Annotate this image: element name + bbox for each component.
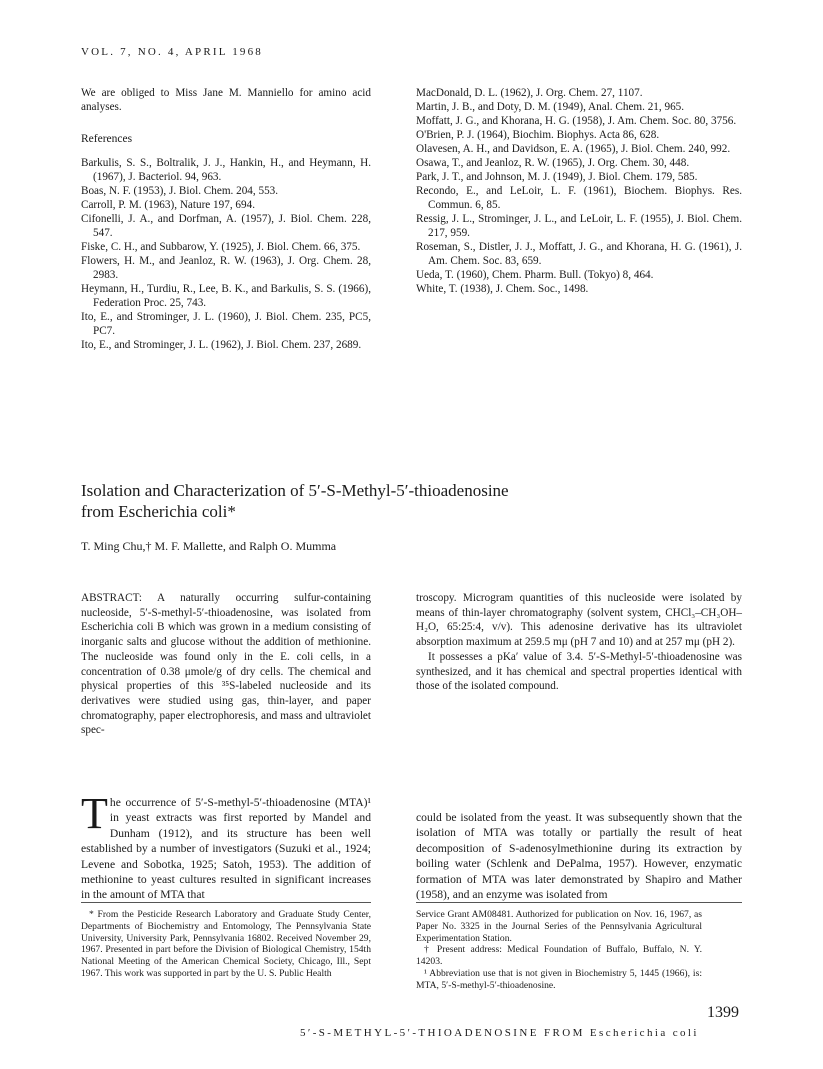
reference-item: Osawa, T., and Jeanloz, R. W. (1965), J. Org. Chem. 30, 448. <box>416 157 690 169</box>
abstract-right <box>416 591 742 694</box>
abstract-left <box>81 591 371 738</box>
acknowledgment: We are obliged to Miss Jane M. Manniello for amino acid analyses. <box>81 87 371 113</box>
body-text-left: he occurrence of 5′-S-methyl-5′-thioadenosine (MTA)¹ in yeast extracts was first reported by Mandel and Dunham (1912), and its structure has been well established by a number of investigators (Suzuki et al., 1924; Levene and Sobotka, 1925; Satoh, 1953). The addition of methionine to yeast cultures resulted in significant increases in the amount of MTA that <box>81 796 371 902</box>
journal-issue-header: VOL. 7, NO. 4, APRIL 1968 <box>81 46 264 58</box>
reference-item: Flowers, H. M., and Jeanloz, R. W. (1963), J. Org. Chem. 28, 2983. <box>81 255 371 281</box>
reference-item: Martin, J. B., and Doty, D. M. (1949), Anal. Chem. 21, 965. <box>416 101 685 113</box>
reference-item: Ressig, J. L., Strominger, J. L., and LeLoir, L. F. (1955), J. Biol. Chem. 217, 959. <box>416 213 742 239</box>
reference-item: Fiske, C. H., and Subbarow, Y. (1925), J. Biol. Chem. 66, 375. <box>81 241 361 253</box>
reference-item: Cifonelli, J. A., and Dorfman, A. (1957), J. Biol. Chem. 228, 547. <box>81 213 371 239</box>
footnote-address: † Present address: Medical Foundation of Buffalo, Buffalo, N. Y. 14203. <box>416 944 702 968</box>
reference-item: Roseman, S., Distler, J. J., Moffatt, J. G., and Khorana, H. G. (1961), J. Am. Chem. Soc. 83, 659. <box>416 241 742 267</box>
footnote-left <box>81 909 371 980</box>
abstract-text-right-2: It possesses a pKa′ value of 3.4. 5′-S-Methyl-5′-thioadenosine was synthesized, and it has chemical and spectral properties identical with those of the isolated compound. <box>416 650 742 693</box>
reference-item: O'Brien, P. J. (1964), Biochim. Biophys. Acta 86, 628. <box>416 129 660 141</box>
footnote-affiliation: * From the Pesticide Research Laboratory and Graduate Study Center, Departments of Biochemistry and Entomology, The Pennsylvania State University, University Park, Pennsylvania 16802. Received November 29, 1967. Presented in part before the Division of Biological Chemistry, 154th National Meeting of the American Chemical Society, Chicago, Ill., Sept 1967. This work was supported in part by the U. S. Public Health <box>81 909 371 979</box>
drop-cap: T <box>81 789 108 838</box>
body-text-right: could be isolated from the yeast. It was subsequently shown that the isolation of MTA was totally or partially the result of heat decomposition of S-adenosylmethionine during its extraction by boiling water (Schlenk and DePalma, 1957). However, enzymatic formation of MTA was later demonstrated by Shapiro and Mather (1958), and an enzyme was isolated from <box>416 811 742 902</box>
abstract-text-left: ABSTRACT: A naturally occurring sulfur-containing nucleoside, 5′-S-methyl-5′-thioadenosine, was isolated from Escherichia coli B which was grown in a medium consisting of inorganic salts and glucose without the addition of methionine. The nucleoside was found only in the E. coli cells, in a concentration of 0.38 μmole/g of dry cells. The chemical and physical properties of this ³⁵S-labeled nucleoside and its derivatives were studied using gas, thin-layer, and paper chromatography, paper electrophoresis, and mass and ultraviolet spec- <box>81 592 371 737</box>
article-title <box>81 480 741 522</box>
body-right <box>416 810 742 902</box>
running-footer: 5′-S-METHYL-5′-THIOADENOSINE FROM Escherichia coli <box>300 1027 699 1039</box>
right-column-top <box>416 86 742 296</box>
page-number: 1399 <box>707 1004 739 1021</box>
reference-item: Barkulis, S. S., Boltralik, J. J., Hankin, H., and Heymann, H. (1967), J. Bacteriol. 94, 963. <box>81 157 371 183</box>
article-authors: T. Ming Chu,† M. F. Mallette, and Ralph O. Mumma <box>81 539 337 553</box>
references-list-left <box>81 156 371 352</box>
footnote-abbreviation: ¹ Abbreviation use that is not given in Biochemistry 5, 1445 (1966), is: MTA, 5′-S-methyl-5′-thioadenosine. <box>416 967 702 991</box>
reference-item: Recondo, E., and LeLoir, L. F. (1961), Biochem. Biophys. Res. Commun. 6, 85. <box>416 185 742 211</box>
reference-item: Ito, E., and Strominger, J. L. (1962), J. Biol. Chem. 237, 2689. <box>81 339 362 351</box>
reference-item: Ueda, T. (1960), Chem. Pharm. Bull. (Tokyo) 8, 464. <box>416 269 654 281</box>
reference-item: Moffatt, J. G., and Khorana, H. G. (1958), J. Am. Chem. Soc. 80, 3756. <box>416 115 737 127</box>
article-title-line-1: Isolation and Characterization of 5′-S-Methyl-5′-thioadenosine <box>81 481 509 500</box>
reference-item: Heymann, H., Turdiu, R., Lee, B. K., and Barkulis, S. S. (1966), Federation Proc. 25, 743. <box>81 283 371 309</box>
footnote-rule-right <box>416 902 742 903</box>
reference-item: Park, J. T., and Johnson, M. J. (1949), J. Biol. Chem. 179, 585. <box>416 171 698 183</box>
footnote-right <box>416 909 702 992</box>
body-left <box>81 789 371 903</box>
abstract-text-right-1: troscopy. Microgram quantities of this nucleoside were isolated by means of thin-layer chromatography (solvent system, CHCl₃–CH₃OH–H₂O, 65:25:4, v/v). This adenosine derivative has its ultraviolet absorption maximum at 259.5 mμ (pH 7 and 10) and at 257 mμ (pH 2). <box>416 592 742 649</box>
reference-item: White, T. (1938), J. Chem. Soc., 1498. <box>416 283 589 295</box>
reference-item: Ito, E., and Strominger, J. L. (1960), J. Biol. Chem. 235, PC5, PC7. <box>81 311 371 337</box>
references-heading: References <box>81 133 133 145</box>
reference-item: Carroll, P. M. (1963), Nature 197, 694. <box>81 199 256 211</box>
footnote-grant: Service Grant AM08481. Authorized for publication on Nov. 16, 1967, as Paper No. 3325 in the Journal Series of the Pennsylvania Agricultural Experimentation Station. <box>416 909 702 944</box>
references-list-right <box>416 86 742 296</box>
reference-item: Boas, N. F. (1953), J. Biol. Chem. 204, 553. <box>81 185 279 197</box>
reference-item: Olavesen, A. H., and Davidson, E. A. (1965), J. Biol. Chem. 240, 992. <box>416 143 731 155</box>
footnote-rule-left <box>81 902 371 903</box>
reference-item: MacDonald, D. L. (1962), J. Org. Chem. 27, 1107. <box>416 87 643 99</box>
left-column-top <box>81 86 371 352</box>
article-title-line-2: from Escherichia coli* <box>81 502 236 521</box>
